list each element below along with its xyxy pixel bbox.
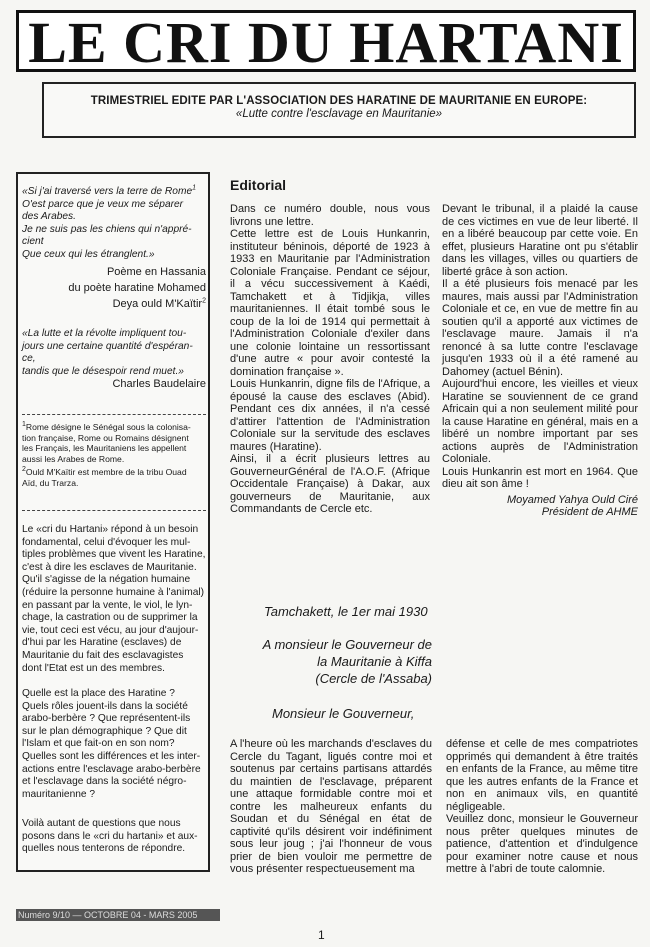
divider	[22, 510, 206, 511]
poem: «Si j'ai traversé vers la terre de Rome$^1$ O'est parce que je veux me séparer des Arabes. Je ne suis pas les chiens qui n'appré- cient Que ceux qui les étranglent.»	[22, 184, 197, 260]
footnotes: $^1$Rome désigne le Sénégal sous la colonisa- tion française, Rome ou Romains désignent les Français, les Mauritaniens les appellent aussi les Arabes de Rome. $^2$Ould M'Kaïtir est membre de la tribu Ouad Aïd, du Trarza.	[22, 421, 191, 488]
closing-paragraph: Voilà autant de questions que nous posons dans le «cri du hartani» et aux- quelles nous tenterons de répondre.	[22, 818, 198, 855]
subtitle-slogan: «Lutte contre l'esclavage en Mauritanie»	[235, 108, 443, 120]
letter-salutation: Monsieur le Gouverneur,	[272, 706, 415, 721]
page-number: 1	[318, 928, 325, 942]
letter-place-date: Tamchakett, le 1er mai 1930	[264, 604, 428, 619]
baudelaire-quote: «La lutte et la révolte impliquent tou- jours une certaine quantité d'espéran- ce, tandis que le désespoir rend muet.»	[22, 328, 193, 377]
questions-paragraph: Quelle est la place des Haratine ? Quels rôles jouent-ils dans la société arabo-berbère ? Que représentent-ils sur le plan démographique ? Que dit l'Islam et que fait-on en son nom? Quelles sont les différences et les inter- actions entre l'esclavage arabo-berbère et l'esclavage dans la société négro- mauritanienne ?	[22, 688, 201, 800]
masthead	[16, 10, 636, 75]
editorial-column-1: Dans ce numéro double, nous vous livrons une lettre. Cette lettre est de Louis Hunkanrin, instituteur béninois, déporté de 1923 à 1933 en Mauritanie par l'Administration Coloniale Française. Pendant ce séjour, il a vécu successivement à Kaédi, Tamchakett et à Tidjikja, villes mauritaniennes. Il était tombé sous le coup de la loi de 1914 qui permettait à l'Administration Coloniale d'exiler dans une colonie lointaine un ressortissant d'une autre « pour avoir contesté la domination française ». Louis Hunkanrin, digne fils de l'Afrique, a épousé la cause des esclaves (Abid). Pendant ces dix années, il n'a cessé d'attirer l'attention de l'Administration Coloniale sur la servitude des esclaves maures (Haratine). Ainsi, il a écrit plusieurs lettres au GouverneurGénéral de l'A.O.F. (Afrique Occidentale Française) à Dakar, aux gouverneurs de Mauritanie, aux Commandants de Cercle etc.	[230, 203, 430, 515]
issue-footer: Numéro 9/10 — OCTOBRE 04 - MARS 2005	[16, 909, 220, 921]
sidebar-box	[16, 172, 210, 872]
newspaper-title: LE CRI DU HARTANI	[28, 10, 624, 75]
subtitle-box	[42, 82, 636, 138]
editorial-signature: Moyamed Yahya Ould Ciré Président de AHME	[506, 493, 638, 518]
divider	[22, 414, 206, 415]
letter-column-1: A l'heure où les marchands d'esclaves du Cercle du Tagant, ligués contre moi et soutenus par certains partisans attardés du maintien de l'esclavage, préparent une attaque formidable contre moi et contre les malheureux enfants du Soudan et du Sénégal en état de captivité qu'ils désirent voir indéfiniment sous leur joug ; j'ai l'honneur de vous prier de bien vouloir me permettre de vous présenter respectueusement ma	[230, 738, 432, 875]
subtitle-line: TRIMESTRIEL EDITE PAR L'ASSOCIATION DES HARATINE DE MAURITANIE EN EUROPE:	[90, 95, 588, 107]
editorial-column-2: Devant le tribunal, il a plaidé la cause de ces victimes en vue de leur liberté. Il en a libéré beaucoup par cette voie. En effet, plusieurs Haratine ont pu s'établir dans les villages, villes ou quartiers de liberté grâce à son action. Il a été plusieurs fois menacé par les maures, mais aussi par l'Administration Coloniale et ce, en vue de mettre fin au soutien qu'il a apporté aux victimes de l'esclavage maure. Jamais il n'a renoncé à sa lutte contre l'esclavage jusqu'en 1933 où il a été ramené au Dahomey (actuel Bénin). Aujourd'hui encore, les vieilles et vieux Haratine se souviennent de ce grand Africain qui a non seulement milité pour la cause Haratine en général, mais en a libéré un nombre important par ses actions auprès de l'Administration Coloniale. Louis Hunkanrin est mort en 1964. Que dieu ait son âme ! Moyamed Yahya Ould Ciré Président de AHME	[442, 203, 638, 518]
intro-paragraph: Le «cri du Hartani» répond à un besoin fondamental, celui d'évoquer les mul- tiples problèmes que vivent les Haratine, c'est à dire les esclaves de Mauritanie. Qu'il s'agisse de la négation humaine (réduire la personne humaine à l'animal) en passant par la vente, le viol, le lyn- chage, la castration ou de supprimer la vie, tout ceci est vécu, au jour d'aujour- d'hui par les Haratine (esclaves) de Mauritanie du fait des esclavagistes dont l'Etat est un des membres.	[22, 524, 206, 674]
letter-column-2: défense et celle de mes compatriotes opprimés qui demandent à être traités en enfants de la France, au même titre que les autres enfants de la France et non en animaux vils, en quantité négligeable. Veuillez donc, monsieur le Gouverneur nous prêter quelques minutes de patience, d'attention et d'indulgence pour examiner notre cause et nous mettre à l'abri de toute calomnie.	[446, 738, 638, 875]
poem-source: Poème en Hassania du poète haratine Mohamed Deya ould M'Kaïtir$^2$	[68, 266, 206, 310]
editorial-title: Editorial	[230, 177, 287, 193]
letter-address: A monsieur le Gouverneur de la Mauritanie à Kiffa (Cercle de l'Assaba)	[262, 637, 432, 686]
quote-author: Charles Baudelaire	[112, 378, 206, 390]
